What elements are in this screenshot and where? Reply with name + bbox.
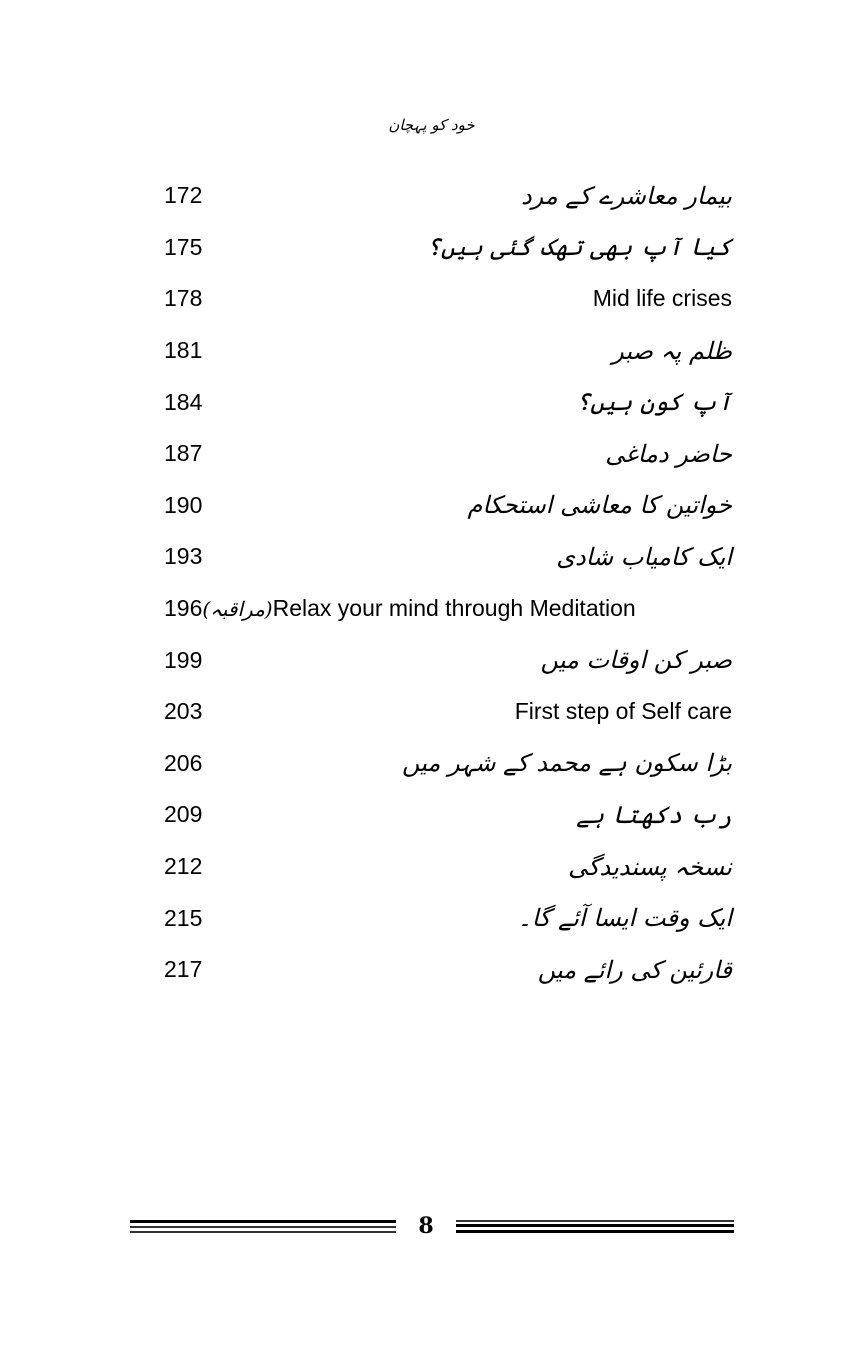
- toc-title: Mid life crises: [592, 285, 732, 312]
- toc-page-number: 181: [164, 337, 203, 364]
- toc-page-number: 209: [164, 801, 203, 828]
- toc-title: صبر کن اوقات میں: [540, 646, 732, 675]
- toc-title: خواتین کا معاشی استحکام: [467, 491, 732, 520]
- toc-page-number: 199: [164, 646, 203, 673]
- toc-entry[interactable]: [164, 841, 732, 893]
- toc-page-number: 215: [164, 904, 203, 931]
- toc-entry[interactable]: [164, 686, 732, 738]
- toc-page-number: 196: [164, 595, 203, 622]
- toc-entry[interactable]: [164, 325, 732, 377]
- toc-title: بیمار معاشرے کے مرد: [520, 181, 732, 210]
- toc-entry[interactable]: [164, 376, 732, 428]
- toc-title-urdu: (مراقبہ): [202, 596, 273, 621]
- toc-title: نسخہ پسندیدگی: [568, 852, 732, 881]
- rule-line: [130, 1231, 396, 1233]
- toc-entry[interactable]: [164, 273, 732, 325]
- toc-title: بڑا سکون ہے محمد کے شہر میں: [402, 749, 732, 778]
- toc-page-number: 187: [164, 440, 203, 467]
- toc-page-number: 178: [164, 285, 203, 312]
- toc-title: قارئین کی رائے میں: [537, 955, 732, 984]
- toc-entry[interactable]: [164, 222, 732, 274]
- toc-title: ایک وقت ایسا آئے گا۔: [517, 904, 732, 933]
- toc-entry[interactable]: [164, 531, 732, 583]
- toc-entry[interactable]: [164, 480, 732, 532]
- page-footer: [130, 1208, 734, 1244]
- toc-page-number: 212: [164, 853, 203, 880]
- toc-page-number: 193: [164, 543, 203, 570]
- toc-page-number: 172: [164, 182, 203, 209]
- rule-line: [130, 1220, 396, 1223]
- toc-page-number: 203: [164, 698, 203, 725]
- page-number: 8: [418, 1213, 434, 1239]
- toc-page-number: 217: [164, 956, 203, 983]
- toc-page-number: 184: [164, 388, 203, 415]
- table-of-contents: [164, 170, 732, 996]
- toc-title: ظلم پہ صبر: [612, 336, 732, 365]
- toc-title: Relax your mind through Meditation: [272, 595, 636, 622]
- toc-entry[interactable]: [164, 583, 732, 635]
- toc-entry[interactable]: [164, 428, 732, 480]
- toc-entry[interactable]: [164, 789, 732, 841]
- toc-title: ایک کامیاب شادی: [556, 542, 732, 571]
- rule-line: [456, 1220, 734, 1222]
- toc-page-number: 190: [164, 491, 203, 518]
- rule-line: [456, 1230, 734, 1233]
- running-header: خود کو پہچان: [388, 116, 475, 134]
- toc-title: حاضر دماغی: [605, 439, 732, 468]
- toc-page-number: 175: [164, 233, 203, 260]
- toc-title: رب دکھتا ہے: [576, 800, 732, 829]
- footer-rule-right: [456, 1220, 734, 1233]
- toc-entry[interactable]: [164, 944, 732, 996]
- toc-entry[interactable]: [164, 892, 732, 944]
- toc-entry[interactable]: [164, 738, 732, 790]
- footer-rule-left: [130, 1220, 396, 1233]
- toc-entry[interactable]: [164, 170, 732, 222]
- toc-title: کیا آپ بھی تھک گئی ہیں؟: [426, 233, 732, 262]
- toc-title: آپ کون ہیں؟: [576, 388, 732, 417]
- toc-title: First step of Self care: [514, 698, 732, 725]
- rule-line: [456, 1224, 734, 1227]
- rule-line: [130, 1226, 396, 1228]
- toc-entry[interactable]: [164, 634, 732, 686]
- toc-page-number: 206: [164, 749, 203, 776]
